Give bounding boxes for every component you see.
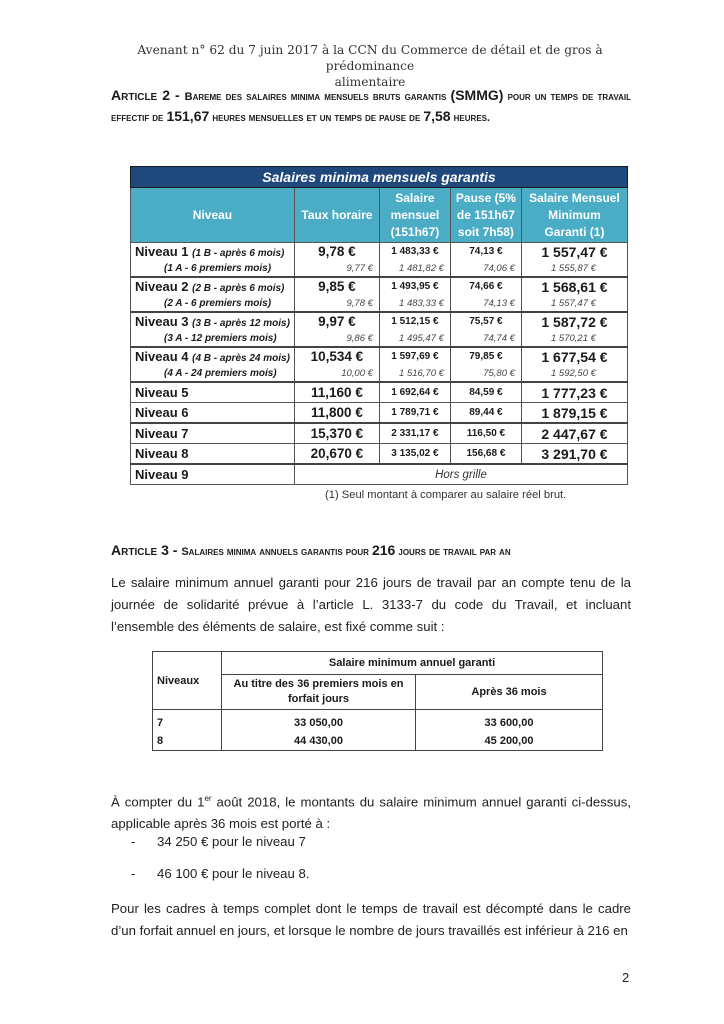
annual-after: 45 200,00: [416, 732, 603, 751]
paragraph-annual-intro: Le salaire minimum annuel garanti pour 216 jours de travail par an compte tenu de la journée de solidarité prévue à l’article L. 3133-7 du code du Travail, et incluant l’ensemble des éléments de salaire, est fixé comme suit :: [111, 575, 631, 634]
smmg-amount: 1 568,61 €: [521, 277, 627, 295]
table-row: [131, 444, 628, 465]
group-header-annual: Salaire minimum annuel garanti: [222, 652, 603, 675]
pause-amount: 79,85 €: [450, 347, 521, 365]
salaire-mensuel-a: 1 516,70 €: [379, 365, 450, 382]
pause-amount: 75,57 €: [450, 312, 521, 330]
annual-niveau: 8: [153, 732, 222, 751]
col-header-pause: Pause (5% de 151h67 soit 7h58): [450, 188, 521, 243]
bullet-dash: -: [131, 834, 136, 849]
pause-amount: 74,66 €: [450, 277, 521, 295]
p2-text-b: août 2018, le montants du salaire minimum annuel garanti ci-dessus, applicable après 36 mois est porté à :: [111, 794, 631, 832]
level-label: Niveau 7: [131, 423, 295, 444]
taux-horaire: 9,85 €: [294, 277, 379, 295]
table-row: [131, 382, 628, 403]
salaire-mensuel: 1 692,64 €: [379, 382, 450, 403]
smmg-amount-a: 1 557,47 €: [521, 295, 627, 312]
annual-niveau: 7: [153, 710, 222, 733]
header-line-1: Avenant n° 62 du 7 juin 2017 à la CCN du Commerce de détail et de gros à prédominance: [137, 43, 603, 73]
table-row: [131, 243, 628, 261]
table-row-sub: [131, 260, 628, 277]
table-row: [131, 403, 628, 424]
article-3-prefix: Article 3 -: [111, 542, 182, 558]
table-row: [153, 732, 603, 751]
annual-first: 33 050,00: [222, 710, 416, 733]
smmg-amount: 1 587,72 €: [521, 312, 627, 330]
salaire-mensuel-a: 1 495,47 €: [379, 330, 450, 347]
salaire-mensuel: 2 331,17 €: [379, 423, 450, 444]
taux-horaire: 11,800 €: [294, 403, 379, 424]
level-label: Niveau 6: [131, 403, 295, 424]
article-2-title-c: heures mensuelles et un temps de pause de: [209, 112, 424, 124]
smmg-amount: 1 677,54 €: [521, 347, 627, 365]
salaire-mensuel: 1 597,69 €: [379, 347, 450, 365]
pause-amount-a: 74,74 €: [450, 330, 521, 347]
p2-superscript: er: [204, 794, 212, 803]
level-sub-a: (2 A - 6 premiers mois): [131, 295, 295, 312]
smmg-amount-a: 1 555,87 €: [521, 260, 627, 277]
article-3-title-b: jours de travail par an: [395, 546, 511, 558]
smmg-banner: Salaires minima mensuels garantis: [131, 167, 628, 188]
level-sub-b: (1 B - après 6 mois): [192, 248, 285, 259]
taux-horaire-a: 10,00 €: [294, 365, 379, 382]
level-label: Niveau 8: [131, 444, 295, 465]
taux-horaire-a: 9,86 €: [294, 330, 379, 347]
level-name: Niveau 1: [135, 244, 189, 259]
page-header: [100, 42, 640, 90]
article-2-title-a: Bareme des salaires minima mensuels bruts garantis: [184, 91, 451, 103]
col-header-mensuel: Salaire mensuel (151h67): [379, 188, 450, 243]
pause-amount: 89,44 €: [450, 403, 521, 424]
table-row: [131, 277, 628, 295]
pause-amount: 74,13 €: [450, 243, 521, 261]
smmg-amount-a: 1 570,21 €: [521, 330, 627, 347]
smmg-amount: 2 447,67 €: [521, 423, 627, 444]
salaire-mensuel: 1 512,15 €: [379, 312, 450, 330]
pause-amount: 156,68 €: [450, 444, 521, 465]
level-label: [131, 312, 295, 330]
level-9-hors-grille: Hors grille: [294, 464, 627, 485]
salaire-mensuel: 1 483,33 €: [379, 243, 450, 261]
smmg-amount: 3 291,70 €: [521, 444, 627, 465]
pause-amount-a: 75,80 €: [450, 365, 521, 382]
article-2-hours: 151,67: [166, 108, 210, 124]
level-label: [131, 277, 295, 295]
level-name: Niveau 4: [135, 349, 189, 364]
table-row: [131, 312, 628, 330]
smmg-amount: 1 879,15 €: [521, 403, 627, 424]
taux-horaire: 15,370 €: [294, 423, 379, 444]
article-2-heading: [111, 86, 631, 128]
level-sub-a: (4 A - 24 premiers mois): [131, 365, 295, 382]
salaire-mensuel-a: 1 483,33 €: [379, 295, 450, 312]
col-header-first-36: Au titre des 36 premiers mois en forfait jours: [222, 675, 416, 710]
taux-horaire: 20,670 €: [294, 444, 379, 465]
footnote: (1) Seul montant à comparer au salaire réel brut.: [325, 489, 567, 501]
annual-salary-table: [152, 651, 603, 751]
article-2-pause: 7,58: [423, 108, 451, 124]
table-row-sub: [131, 330, 628, 347]
salaire-mensuel: 1 493,95 €: [379, 277, 450, 295]
annual-after: 33 600,00: [416, 710, 603, 733]
level-label: [131, 243, 295, 261]
level-sub-a: (3 A - 12 premiers mois): [131, 330, 295, 347]
col-header-niveaux: Niveaux: [153, 652, 222, 710]
pause-amount-a: 74,13 €: [450, 295, 521, 312]
taux-horaire: 10,534 €: [294, 347, 379, 365]
salaire-mensuel: 1 789,71 €: [379, 403, 450, 424]
table-row-sub: [131, 295, 628, 312]
header-line-2: alimentaire: [334, 75, 406, 89]
table-row: [131, 347, 628, 365]
pause-amount-a: 74,06 €: [450, 260, 521, 277]
article-2-title-b: pour un temps de travail effectif de: [111, 91, 631, 124]
table-row-sub: [131, 365, 628, 382]
taux-horaire-a: 9,78 €: [294, 295, 379, 312]
salaire-mensuel: 3 135,02 €: [379, 444, 450, 465]
bullet-item: [131, 834, 306, 849]
article-3-title-a: Salaires minima annuels garantis pour: [181, 546, 372, 558]
article-2-title-d: heures.: [450, 112, 491, 124]
level-label: [131, 347, 295, 365]
col-header-smmg: Salaire Mensuel Minimum Garanti (1): [521, 188, 627, 243]
smmg-table: [130, 166, 628, 485]
level-sub-a: (1 A - 6 premiers mois): [131, 260, 295, 277]
pause-amount: 84,59 €: [450, 382, 521, 403]
bullet-dash: -: [131, 866, 136, 881]
article-2-prefix: Article 2 -: [111, 87, 185, 103]
smmg-amount-a: 1 592,50 €: [521, 365, 627, 382]
taux-horaire: 9,97 €: [294, 312, 379, 330]
col-header-niveau: Niveau: [131, 188, 295, 243]
level-sub-b: (4 B - après 24 mois): [192, 353, 290, 364]
article-3-days: 216: [371, 542, 396, 558]
pause-amount: 116,50 €: [450, 423, 521, 444]
salaire-mensuel-a: 1 481,82 €: [379, 260, 450, 277]
level-name: Niveau 2: [135, 279, 189, 294]
smmg-amount: 1 777,23 €: [521, 382, 627, 403]
bullet-text: 46 100 € pour le niveau 8.: [157, 866, 310, 881]
level-9-label: Niveau 9: [131, 464, 295, 485]
bullet-text: 34 250 € pour le niveau 7: [157, 834, 306, 849]
taux-horaire: 9,78 €: [294, 243, 379, 261]
col-header-after-36: Après 36 mois: [416, 675, 603, 710]
page-number: 2: [622, 970, 630, 985]
p2-text-a: À compter du 1: [111, 794, 205, 810]
level-sub-b: (3 B - après 12 mois): [192, 318, 290, 329]
level-sub-b: (2 B - après 6 mois): [192, 283, 285, 294]
smmg-amount: 1 557,47 €: [521, 243, 627, 261]
bullet-item: [131, 866, 310, 881]
paragraph-cadres: Pour les cadres à temps complet dont le temps de travail est décompté dans le cadre d’un forfait annuel en jours, et lorsque le nombre de jours travaillés est inférieur à 216 en: [111, 901, 631, 938]
col-header-taux: Taux horaire: [294, 188, 379, 243]
level-label: Niveau 5: [131, 382, 295, 403]
table-row: [131, 423, 628, 444]
table-row: [153, 710, 603, 733]
level-name: Niveau 3: [135, 314, 189, 329]
article-3-heading: [111, 541, 631, 562]
annual-first: 44 430,00: [222, 732, 416, 751]
paragraph-2018-update: [111, 788, 631, 835]
article-2-smmg: (SMMG): [450, 87, 504, 103]
taux-horaire: 11,160 €: [294, 382, 379, 403]
taux-horaire-a: 9,77 €: [294, 260, 379, 277]
